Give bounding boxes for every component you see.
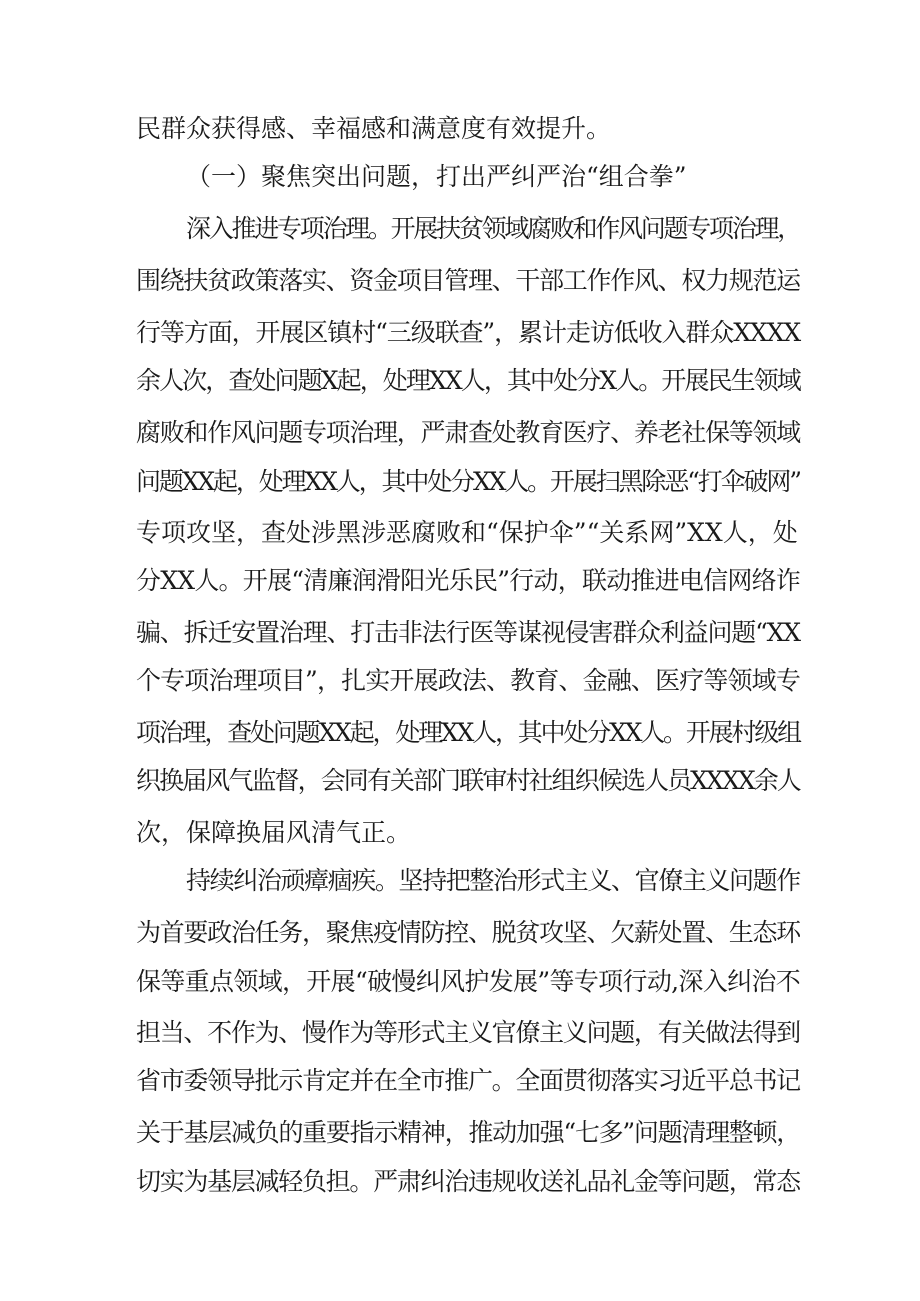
text-line: 关于基层减负的重要指示精神，推动加强“七多”问题清理整顿， xyxy=(136,1118,801,1147)
text-line: 骗、拆迁安置治理、打击非法行医等谋视侵害群众利益问题“XX xyxy=(136,618,800,647)
text-line: 切实为基层减轻负担。严肃纠治违规收送礼品礼金等问题，常态 xyxy=(136,1167,800,1196)
text-line: 个专项治理项目”，扎实开展政法、教育、金融、医疗等领域专 xyxy=(136,666,800,695)
text-line: 为首要政治任务，聚焦疫情防控、脱贫攻坚、欠薪处置、生态环 xyxy=(136,918,800,947)
text-line: 保等重点领域，开展“破慢纠风护发展”等专项行动,深入纠治不 xyxy=(136,967,801,996)
text-line: 围绕扶贫政策落实、资金项目管理、干部工作作风、权力规范运 xyxy=(136,266,800,295)
text-line: 分XX人。开展“清廉润滑阳光乐民”行动，联动推进电信网络诈 xyxy=(136,566,801,595)
text-line: 民群众获得感、幸福感和满意度有效提升。 xyxy=(136,114,612,143)
text-line: 次，保障换届风清气正。 xyxy=(136,818,412,847)
paragraph-first-line: 持续纠治顽瘴痼疾。坚持把整治形式主义、官僚主义问题作 xyxy=(186,866,800,895)
text-line: 行等方面，开展区镇村“三级联查”，累计走访低收入群众XXXX xyxy=(136,318,801,347)
text-line: 专项攻坚，查处涉黑涉恶腐败和“保护伞”“关系网”XX人，处 xyxy=(136,518,798,547)
text-line: 担当、不作为、慢作为等形式主义官僚主义问题，有关做法得到 xyxy=(136,1018,800,1047)
text-line: 腐败和作风问题专项治理，严肃查处教育医疗、养老社保等领域 xyxy=(136,418,800,447)
text-line: 余人次，查处问题X起，处理XX人，其中处分X人。开展民生领域 xyxy=(136,366,800,395)
text-line: 项治理，查处问题XX起，处理XX人，其中处分XX人。开展村级组 xyxy=(136,718,800,747)
section-heading: （一）聚焦突出问题，打出严纠严治“组合拳” xyxy=(186,162,687,191)
text-line: 织换届风气监督，会同有关部门联审村社组织候选人员XXXX余人 xyxy=(136,766,800,795)
paragraph-first-line: 深入推进专项治理。开展扶贫领域腐败和作风问题专项治理， xyxy=(186,214,800,243)
text-line: 省市委领导批示肯定并在全市推广。全面贯彻落实习近平总书记 xyxy=(136,1066,800,1095)
text-line: 问题XX起，处理XX人，其中处分XX人。开展扫黑除恶“打伞破网” xyxy=(136,467,800,496)
